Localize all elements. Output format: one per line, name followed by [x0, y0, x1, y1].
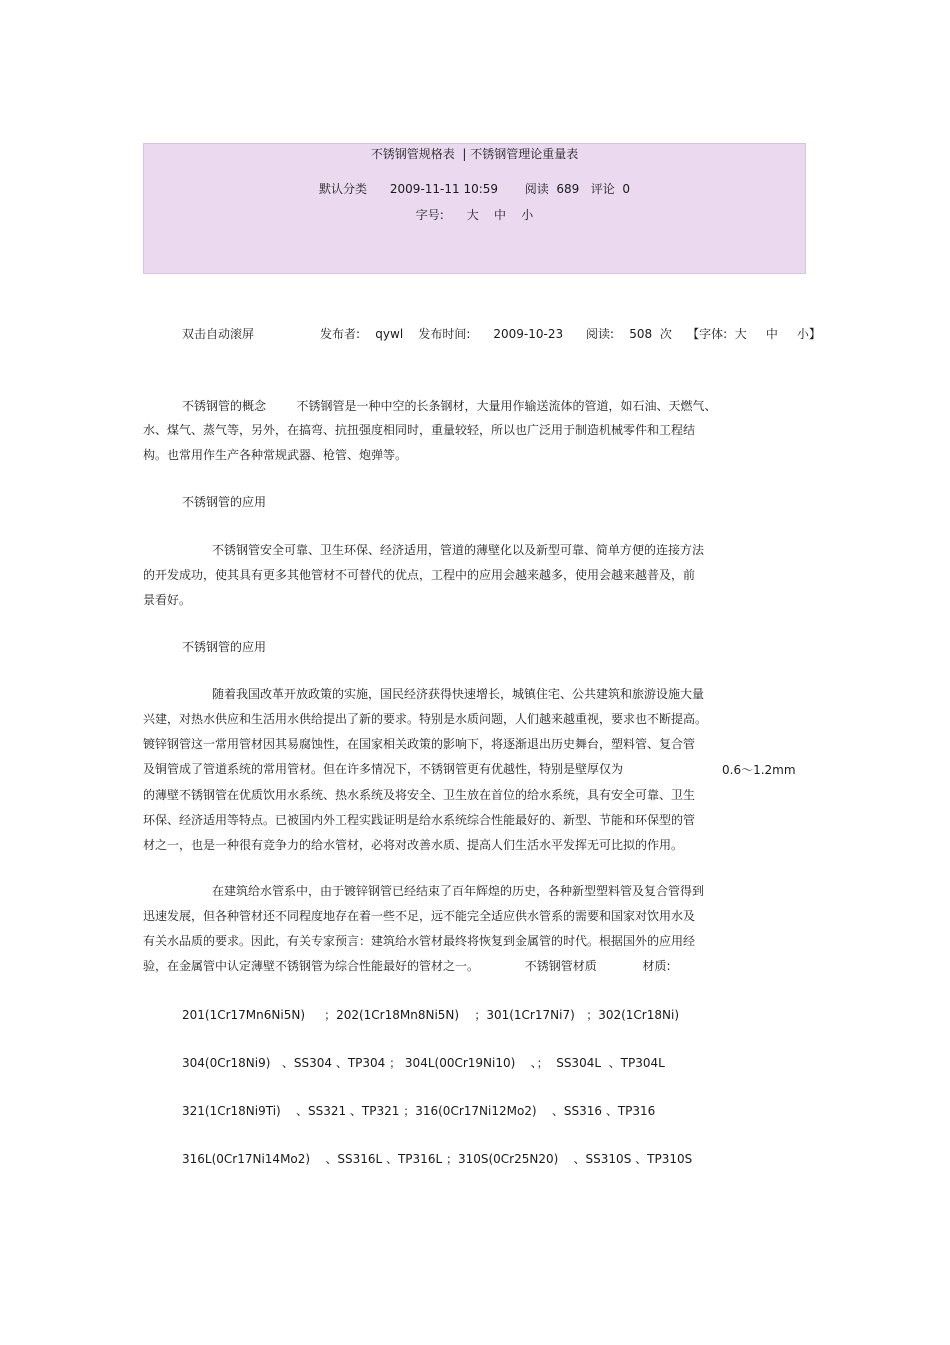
section-heading: 不锈钢管的应用 — [182, 640, 267, 654]
wall-thickness-value: 0.6～1.2mm — [722, 763, 796, 777]
article-header-box — [143, 143, 806, 274]
paragraph-line: 景看好。 — [143, 593, 192, 607]
paragraph-line: 随着我国改革开放政策的实施，国民经济获得快速增长，城镇住宅、公共建筑和旅游设施大量 — [212, 687, 705, 701]
material-grade-line: 321(1Cr18Ni9Ti) 、SS321 、TP321 ；316(0Cr17Ni12Mo2) 、SS316 、TP316 — [182, 1104, 656, 1118]
material-grade-line: 201(1Cr17Mn6Ni5N) ；202(1Cr18Mn8Ni5N) ；301(1Cr17Ni7) ；302(1Cr18Ni) — [182, 1008, 679, 1022]
paragraph-line: 的开发成功，使其具有更多其他管材不可替代的优点，工程中的应用会越来越多，使用会越来越普及，前 — [143, 568, 696, 582]
paragraph-line: 镀锌钢管这一常用管材因其易腐蚀性，在国家相关政策的影响下，将逐渐退出历史舞台，塑料管、复合管 — [143, 737, 696, 751]
article-meta: 默认分类 2009-11-11 10:59 阅读 689 评论 0 — [319, 182, 630, 196]
paragraph-line: 不锈钢管的概念 不锈钢管是一种中空的长条钢材，大量用作输送流体的管道，如石油、天燃气、 — [182, 399, 717, 413]
auto-scroll-link[interactable]: 双击自动滚屏 — [182, 327, 255, 341]
publish-info: 发布者: qywl 发布时间: 2009-10-23 阅读: 508 次 【字体: 大 中 小】 — [320, 327, 821, 341]
paragraph-line: 有关水品质的要求。因此，有关专家预言：建筑给水管材最终将恢复到金属管的时代。根据国外的应用经 — [143, 934, 696, 948]
section-heading: 不锈钢管的应用 — [182, 495, 267, 509]
paragraph-line: 验，在金属管中认定薄壁不锈钢管为综合性能最好的管材之一。 不锈钢管材质 材质: — [143, 959, 671, 973]
paragraph-line: 水、煤气、蒸气等，另外，在搞弯、抗扭强度相同时，重量较轻，所以也广泛用于制造机械零件和工程结 — [143, 423, 696, 437]
paragraph-line: 不锈钢管安全可靠、卫生环保、经济适用，管道的薄壁化以及新型可靠、简单方便的连接方法 — [212, 543, 705, 557]
paragraph-line: 在建筑给水管系中，由于镀锌钢管已经结束了百年辉煌的历史，各种新型塑料管及复合管得到 — [212, 884, 705, 898]
paragraph-line: 兴建，对热水供应和生活用水供给提出了新的要求。特别是水质问题，人们越来越重视，要求也不断提高。 — [143, 712, 708, 726]
material-grade-line: 304(0Cr18Ni9) 、SS304 、TP304 ； 304L(00Cr19Ni10) 、； SS304L 、TP304L — [182, 1056, 665, 1070]
article-title: 不锈钢管规格表 | 不锈钢管理论重量表 — [370, 147, 579, 161]
paragraph-line: 构。也常用作生产各种常规武器、枪管、炮弹等。 — [143, 448, 408, 462]
paragraph-line: 材之一，也是一种很有竞争力的给水管材，必将对改善水质、提高人们生活水平发挥无可比拟的作用。 — [143, 838, 684, 852]
paragraph-line: 环保、经济适用等特点。已被国内外工程实践证明是给水系统综合性能最好的、新型、节能和环保型的管 — [143, 813, 696, 827]
paragraph-line: 的薄壁不锈钢管在优质饮用水系统、热水系统及将安全、卫生放在首位的给水系统，具有安全可靠、卫生 — [143, 788, 696, 802]
font-size-selector[interactable]: 字号: 大 中 小 — [415, 208, 534, 222]
material-grade-line: 316L(0Cr17Ni14Mo2) 、SS316L 、TP316L ；310S(0Cr25N20) 、SS310S 、TP310S — [182, 1152, 693, 1166]
paragraph-line: 及铜管成了管道系统的常用管材。但在许多情况下，不锈钢管更有优越性，特别是壁厚仅为 — [143, 762, 624, 776]
paragraph-line: 迅速发展，但各种管材还不同程度地存在着一些不足，远不能完全适应供水管系的需要和国家对饮用水及 — [143, 909, 696, 923]
